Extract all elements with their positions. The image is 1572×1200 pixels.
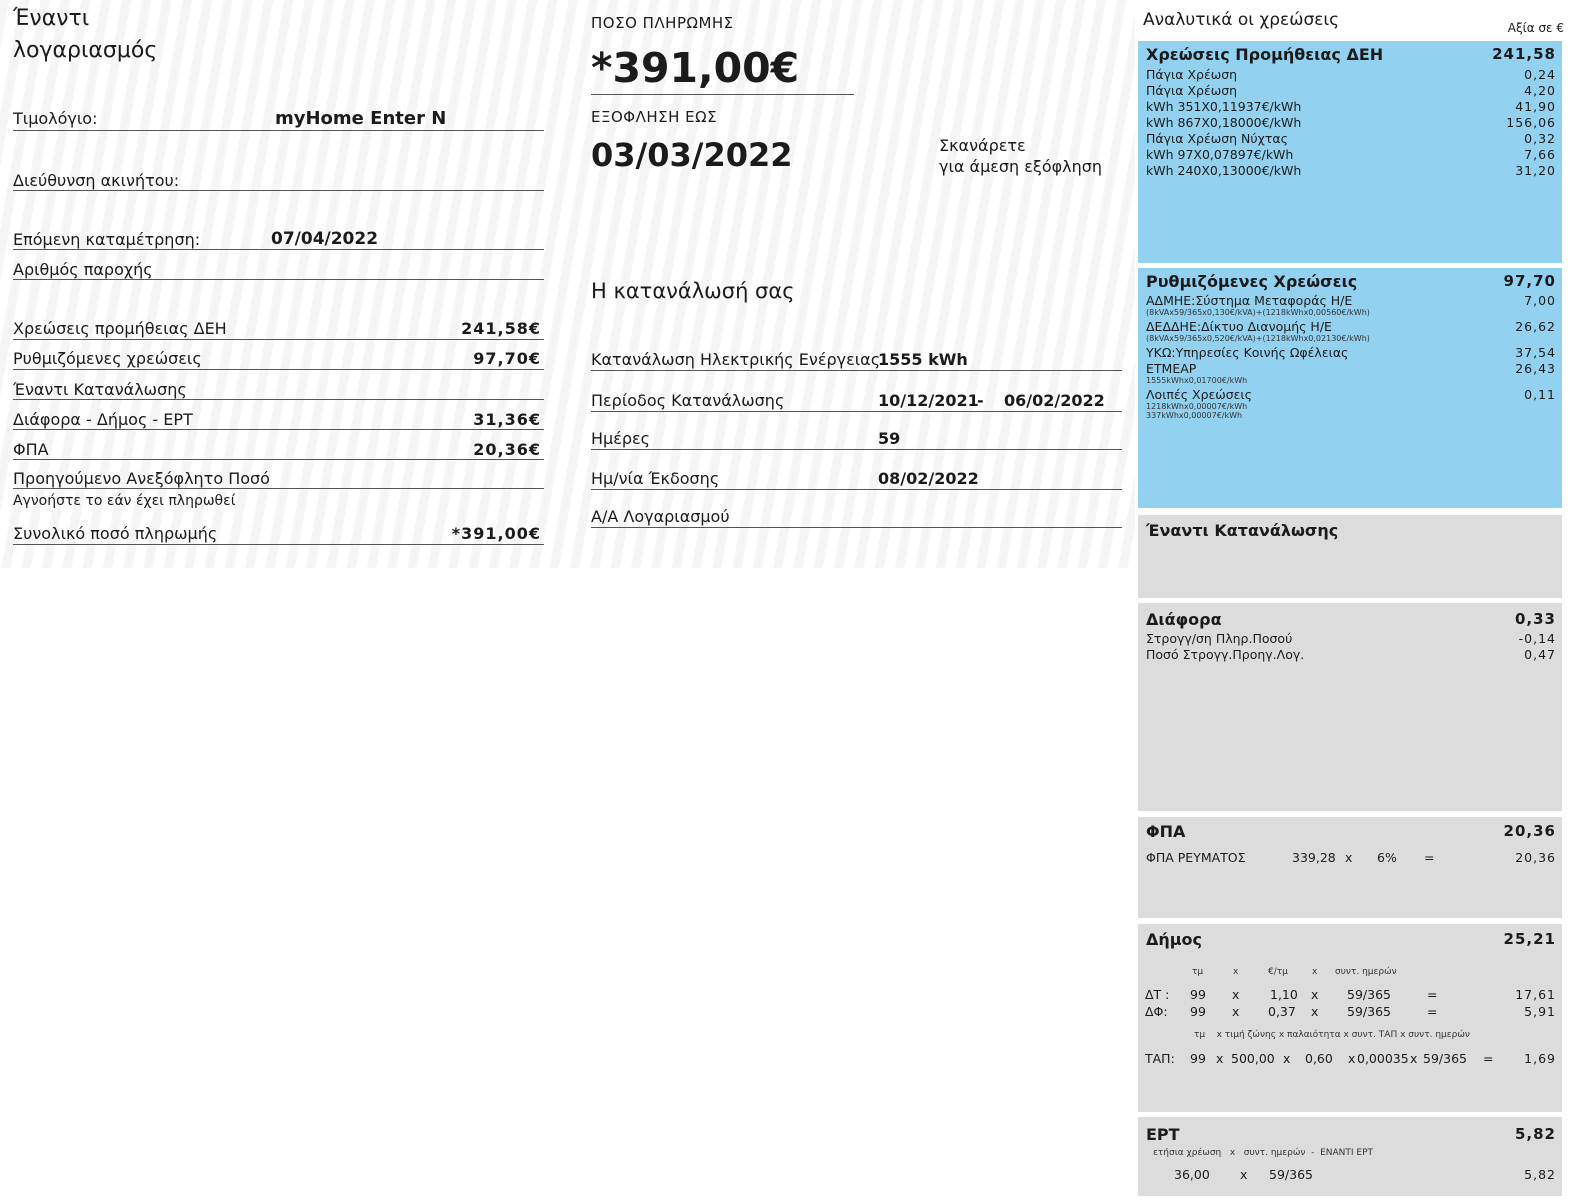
divider [591,527,1122,528]
tap-label: ΤΑΠ: [1145,1051,1175,1066]
df-x: x [1311,1004,1319,1019]
divider [591,489,1122,490]
other-note: 337kWhx0,00007€/kWh [1146,411,1243,420]
row-label: kWh 351X0,11937€/kWh [1146,99,1302,114]
supply-row [1146,131,1556,147]
municipality-panel [1138,924,1562,1112]
period-from: 10/12/2021 [878,391,979,410]
ert-panel [1138,1117,1562,1196]
vat-row-label: ΦΠΑ ΡΕΥΜΑΤΟΣ [1146,850,1246,865]
amount-label: ΠΟΣΟ ΠΛΗΡΩΜΗΣ [591,14,734,32]
days-value: 59 [878,429,901,448]
hdr-x: x [1312,967,1318,977]
row-label-misc: Διάφορα - Δήμος - ΕΡΤ [13,410,193,429]
ert-title: ΕΡΤ [1146,1125,1180,1144]
consumption-label: Κατανάλωση Ηλεκτρικής Ενέργειας [591,350,881,369]
regulated-title: Ρυθμιζόμενες Χρεώσεις [1146,272,1358,291]
divider [13,459,544,460]
df-eq: = [1427,1004,1438,1019]
divider [591,449,1122,450]
divider [13,279,544,280]
divider [13,339,544,340]
tap-zone: 500,00 [1231,1051,1275,1066]
tariff-value: myHome Enter N [275,108,447,129]
row-value: 7,66 [1524,147,1556,162]
ert-days: 59/365 [1269,1167,1313,1182]
vat-x: x [1345,850,1353,865]
account-label: Α/Α Λογαριασμού [591,507,730,526]
row-label: Λοιπές Χρεώσεις [1146,387,1252,402]
address-label: Διεύθυνση ακινήτου: [13,171,180,190]
vat-title: ΦΠΑ [1146,822,1186,841]
due-label: ΕΞΟΦΛΗΣΗ ΕΩΣ [591,108,718,126]
row-value-supply: 241,58€ [461,319,541,338]
dt-sqm: 99 [1190,987,1206,1002]
next-reading-value: 07/04/2022 [271,229,379,249]
supply-row [1146,115,1556,131]
municipality-total: 25,21 [1503,930,1556,948]
dt-x: x [1311,987,1319,1002]
row-value: 4,20 [1524,83,1556,98]
etmear-row [1146,361,1556,377]
df-x: x [1232,1004,1240,1019]
df-value: 5,91 [1524,1004,1556,1019]
vat-eq: = [1424,850,1435,865]
row-value-regulated: 97,70€ [473,349,541,368]
currency-note: Αξία σε € [1507,21,1564,35]
tap-header: τμ x τιμή ζώνης x παλαιότητα x συντ. ΤΑΠ x συντ. ημερών [1194,1030,1470,1040]
period-label: Περίοδος Κατανάλωσης [591,391,785,410]
row-label-previous: Προηγούμενο Ανεξόφλητο Ποσό [13,469,270,488]
row-label: kWh 240X0,13000€/kWh [1146,163,1302,178]
amount-value: *391,00€ [591,44,800,92]
issue-label: Ημ/νία Έκδοσης [591,469,720,488]
days-label: Ημέρες [591,429,651,448]
row-value-misc: 31,36€ [473,410,541,429]
row-value: 0,47 [1524,647,1556,662]
advance-title: Έναντι Κατανάλωσης [1146,521,1339,540]
row-label-advance: Έναντι Κατανάλωσης [13,380,187,399]
divider [13,488,544,489]
vat-rate: 6% [1377,850,1397,865]
tap-x: x [1348,1051,1356,1066]
hdr-x: x [1233,967,1239,977]
supply-total: 241,58 [1492,45,1556,63]
row-label: Πάγια Χρέωση [1146,67,1238,82]
ert-total: 5,82 [1514,1125,1556,1143]
dt-value: 17,61 [1515,987,1556,1002]
admie-note: (8kVAx59/365x0,130€/kVA)+(1218kWhx0,00560€/kWh) [1146,308,1370,317]
tap-x: x [1410,1051,1418,1066]
row-value: 156,06 [1506,115,1556,130]
row-label-supply: Χρεώσεις προμήθειας ΔΕΗ [13,319,227,338]
supply-row [1146,99,1556,115]
divider [13,544,544,545]
tap-x: x [1283,1051,1291,1066]
other-note: 1218kWhx0,00007€/kWh [1146,402,1248,411]
scan-line2: για άμεση εξόφληση [939,157,1103,176]
misc-panel [1138,603,1562,811]
misc-row [1146,647,1556,663]
df-rate: 0,37 [1268,1004,1296,1019]
vat-value: 20,36 [1515,850,1556,865]
vat-total: 20,36 [1503,822,1556,840]
total-label: Συνολικό ποσό πληρωμής [13,524,218,543]
vat-panel [1138,817,1562,918]
divider [591,94,854,95]
deddie-note: (8kVAx59/365x0,520€/kVA)+(1218kWhx0,02130€/kWh) [1146,334,1370,343]
regulated-total: 97,70 [1503,272,1556,290]
ert-header: ετήσια χρέωση x συντ. ημερών - ΕΝΑΝΤΙ ΕΡΤ [1153,1148,1374,1158]
row-value: 7,00 [1524,293,1556,308]
deddie-row [1146,319,1556,335]
divider [591,411,1122,412]
row-value: 41,90 [1515,99,1556,114]
consumption-value: 1555 kWh [878,350,968,369]
row-value-vat: 20,36€ [473,440,541,459]
tap-sqm: 99 [1190,1051,1206,1066]
charges-heading: Αναλυτικά οι χρεώσεις [1143,10,1340,30]
period-to: 06/02/2022 [1004,391,1105,410]
row-value: 0,11 [1524,387,1556,402]
supply-number-label: Αριθμός παροχής [13,260,153,279]
dt-eq: = [1427,987,1438,1002]
supply-row [1146,83,1556,99]
row-value: -0,14 [1518,631,1556,646]
dt-x: x [1232,987,1240,1002]
divider [13,429,544,430]
row-label: kWh 97X0,07897€/kWh [1146,147,1294,162]
row-label: Πάγια Χρέωση [1146,83,1238,98]
divider [13,399,544,400]
row-value: 37,54 [1515,345,1556,360]
period-dash: - [977,391,984,410]
advance-panel [1138,515,1562,598]
misc-row [1146,631,1556,647]
row-label-vat: ΦΠΑ [13,440,49,459]
ert-annual: 36,00 [1174,1167,1210,1182]
row-label: Ποσό Στρογγ.Προηγ.Λογ. [1146,647,1305,662]
tariff-label: Τιμολόγιο: [13,109,98,128]
misc-title: Διάφορα [1146,610,1222,629]
row-label: kWh 867X0,18000€/kWh [1146,115,1302,130]
row-value: 26,62 [1515,319,1556,334]
heading-line2: λογαριασμός [13,38,158,63]
divider [591,370,1122,371]
row-value: 0,32 [1524,131,1556,146]
regulated-charges-panel [1138,268,1562,508]
yko-row [1146,345,1556,361]
tap-age: 0,60 [1305,1051,1333,1066]
row-value: 26,43 [1515,361,1556,376]
df-sqm: 99 [1190,1004,1206,1019]
ert-x: x [1240,1167,1248,1182]
row-label: ΔΕΔΔΗΕ:Δίκτυο Διανομής Η/Ε [1146,319,1332,334]
dt-days: 59/365 [1347,987,1391,1002]
divider [13,369,544,370]
issue-value: 08/02/2022 [878,469,979,488]
hdr-eur-sqm: €/τμ [1268,967,1288,977]
vat-base: 339,28 [1292,850,1336,865]
row-value: 0,24 [1524,67,1556,82]
admie-row [1146,293,1556,309]
row-label: ΕΤΜΕΑΡ [1146,361,1197,376]
df-label: ΔΦ: [1145,1004,1168,1019]
dt-label: ΔΤ : [1145,987,1170,1002]
misc-total: 0,33 [1514,610,1556,628]
divider [13,130,544,131]
divider [13,249,544,250]
row-label: ΑΔΜΗΕ:Σύστημα Μεταφοράς Η/Ε [1146,293,1353,308]
consumption-heading: Η κατανάλωσή σας [591,279,795,303]
divider [13,190,544,191]
dt-rate: 1,10 [1270,987,1298,1002]
ignore-note: Αγνοήστε το εάν έχει πληρωθεί [13,493,236,509]
tap-eq: = [1483,1051,1494,1066]
other-row [1146,387,1556,403]
municipality-title: Δήμος [1146,930,1203,949]
row-label: Στρογγ/ση Πληρ.Ποσού [1146,631,1293,646]
tap-value: 1,69 [1524,1051,1556,1066]
tap-x: x [1216,1051,1224,1066]
hdr-days: συντ. ημερών [1335,967,1397,977]
supply-row [1146,67,1556,83]
row-label: Πάγια Χρέωση Νύχτας [1146,131,1288,146]
tap-days: 59/365 [1423,1051,1467,1066]
etmear-note: 1555kWhx0,01700€/kWh [1146,376,1248,385]
supply-row [1146,163,1556,179]
scan-line1: Σκανάρετε [939,136,1026,155]
due-value: 03/03/2022 [591,136,793,174]
tap-coef: 0,00035 [1357,1051,1409,1066]
heading-line1: Έναντι [13,6,90,31]
df-days: 59/365 [1347,1004,1391,1019]
supply-title: Χρεώσεις Προμήθειας ΔΕΗ [1146,45,1384,64]
total-value: *391,00€ [451,524,541,543]
row-value: 31,20 [1515,163,1556,178]
hdr-sqm: τμ [1192,967,1204,977]
row-label-regulated: Ρυθμιζόμενες χρεώσεις [13,349,202,368]
supply-row [1146,147,1556,163]
next-reading-label: Επόμενη καταμέτρηση: [13,230,201,249]
ert-value: 5,82 [1524,1167,1556,1182]
supply-charges-panel [1138,41,1562,263]
row-label: ΥΚΩ:Υπηρεσίες Κοινής Ωφέλειας [1146,345,1349,360]
